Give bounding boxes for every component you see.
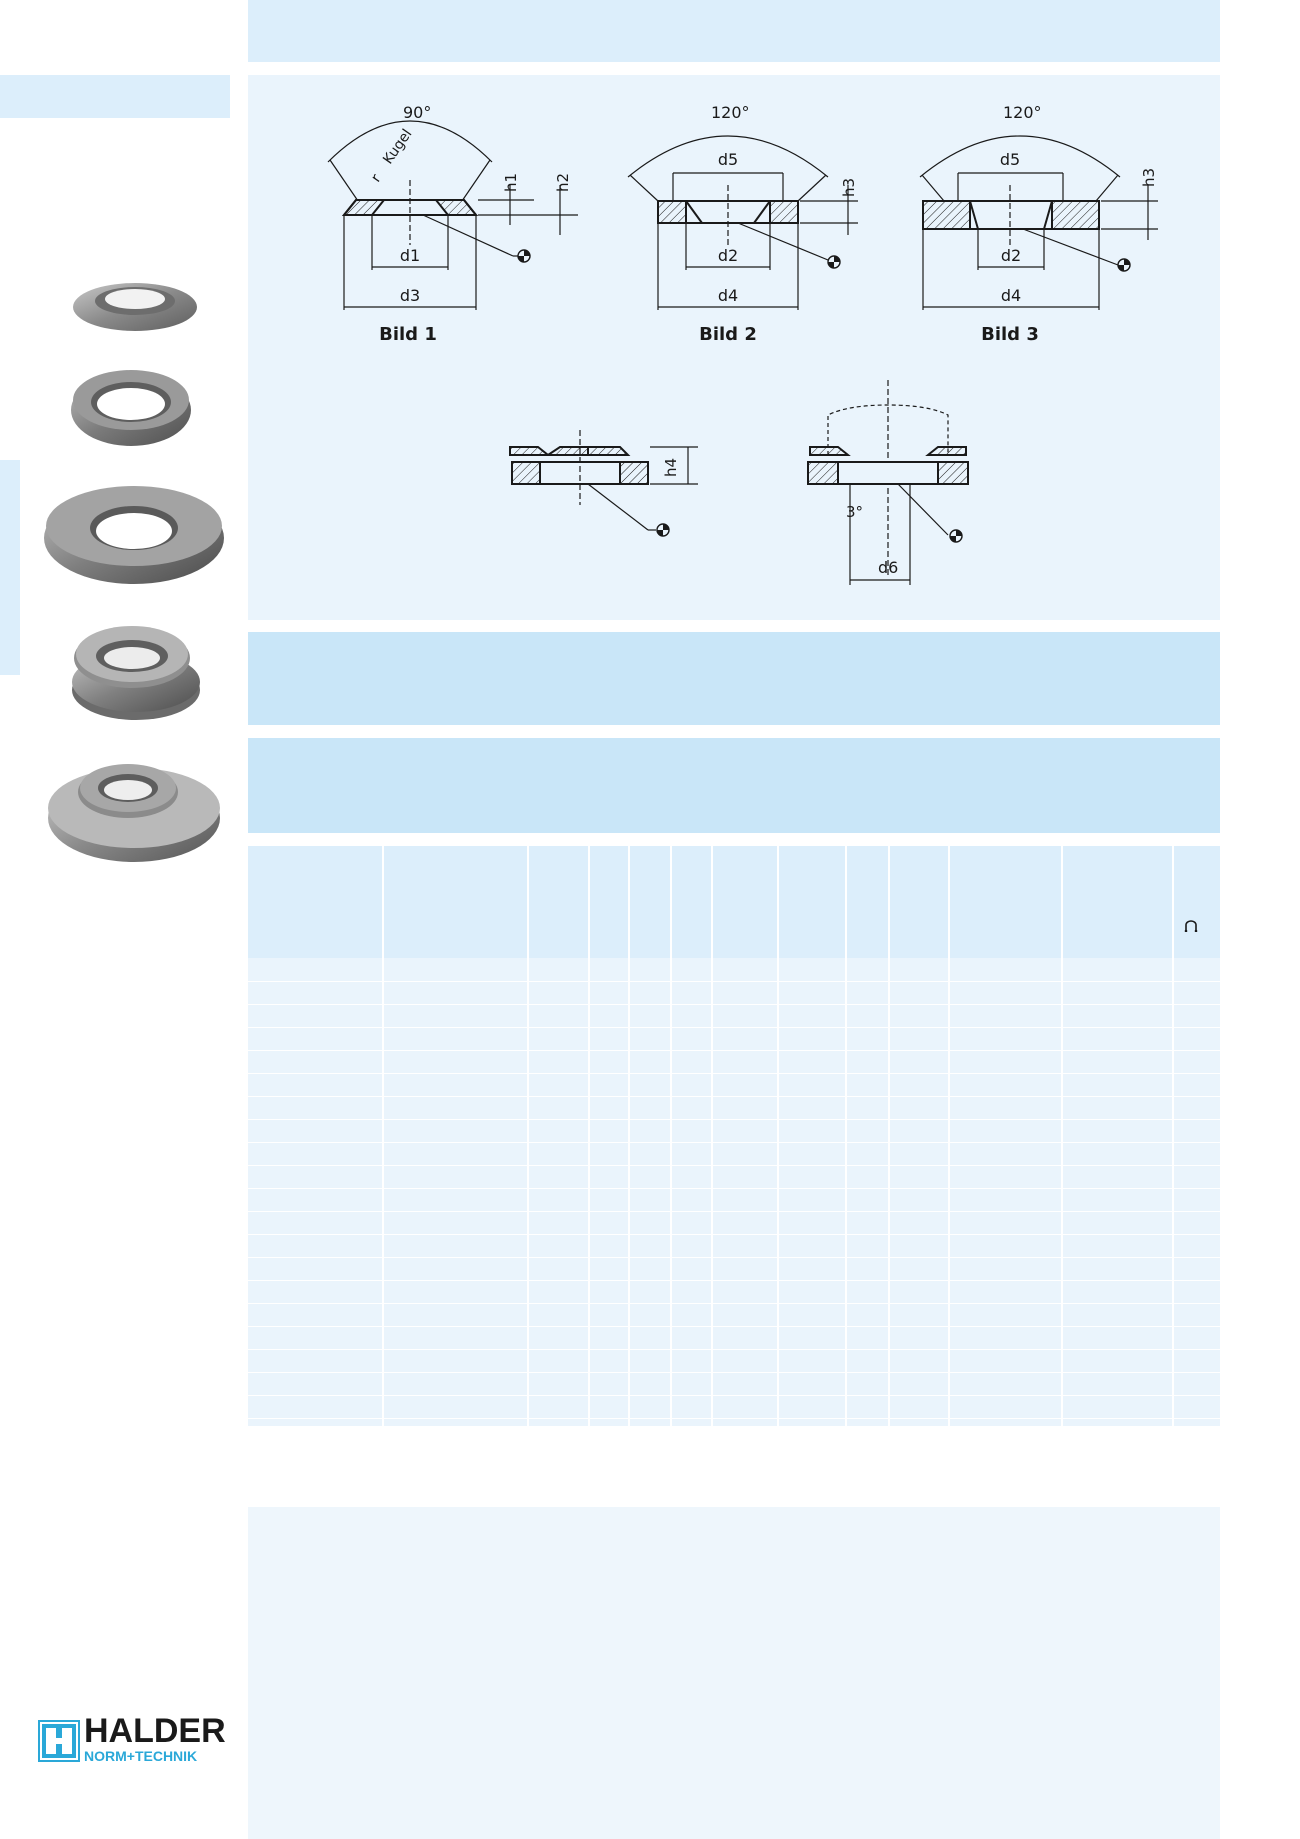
- table-row-separator: [248, 1418, 1220, 1419]
- table-column-divider: [588, 846, 590, 1426]
- product-photo-4: [68, 620, 203, 729]
- assembly-h4-label: h4: [662, 457, 680, 477]
- description-band: [248, 632, 1220, 725]
- bild2-caption: Bild 2: [699, 324, 757, 345]
- halder-logo-icon: [38, 1720, 80, 1762]
- bild2-d5-label: d5: [717, 150, 739, 169]
- table-row-separator: [248, 1395, 1220, 1396]
- dimension-table-header: [248, 846, 1220, 958]
- bild2-h3-label: h3: [840, 177, 858, 197]
- table-row-separator: [248, 981, 1220, 982]
- product-photo-1: [70, 275, 200, 339]
- assembly-d6-label: d6: [878, 558, 899, 577]
- bild3-angle: 120°: [1003, 103, 1042, 122]
- drawing-bild-3: [920, 136, 1158, 310]
- bild2-angle: 120°: [711, 103, 750, 122]
- table-column-divider: [1172, 846, 1174, 1426]
- table-row-separator: [248, 1188, 1220, 1189]
- table-row-separator: [248, 1349, 1220, 1350]
- table-column-divider: [382, 846, 384, 1426]
- table-row-separator: [248, 1280, 1220, 1281]
- material-band: [248, 738, 1220, 833]
- product-photo-5: [46, 752, 226, 871]
- notes-panel: [248, 1507, 1220, 1839]
- drawing-bild-1: [328, 121, 578, 310]
- table-row-separator: [248, 1326, 1220, 1327]
- assembly-angle-label: 3°: [846, 503, 864, 521]
- table-column-divider: [1061, 846, 1063, 1426]
- table-row-separator: [248, 1027, 1220, 1028]
- drawing-assembly-2: [808, 380, 968, 585]
- bild2-d2-label: d2: [717, 246, 739, 265]
- table-row-separator: [248, 1073, 1220, 1074]
- table-column-divider: [628, 846, 630, 1426]
- table-row-separator: [248, 1050, 1220, 1051]
- table-row-separator: [248, 1234, 1220, 1235]
- drawing-bild-2: [628, 136, 858, 310]
- left-label-band: [0, 75, 230, 118]
- bild3-d5-label: d5: [999, 150, 1021, 169]
- bild1-h1-label: h1: [502, 172, 520, 192]
- bild1-h2-label: h2: [554, 172, 572, 192]
- table-column-divider: [948, 846, 950, 1426]
- table-row-separator: [248, 1211, 1220, 1212]
- table-row-separator: [248, 1257, 1220, 1258]
- bild2-d4-label: d4: [717, 286, 739, 305]
- bild3-d2-label: d2: [1000, 246, 1022, 265]
- bild1-d3-label: d3: [399, 286, 421, 305]
- bild1-r-label: r: [368, 171, 385, 186]
- top-title-band: [248, 0, 1220, 62]
- halder-logo-tagline: NORM+TECHNIK: [84, 1748, 198, 1764]
- halder-logo-name: HALDER: [84, 1712, 226, 1750]
- table-column-divider: [670, 846, 672, 1426]
- table-row-separator: [248, 1303, 1220, 1304]
- table-row-separator: [248, 1119, 1220, 1120]
- product-photo-2: [68, 362, 198, 452]
- drawing-assembly-1: [510, 430, 698, 530]
- product-photo-3: [42, 476, 227, 590]
- bild1-caption: Bild 1: [379, 324, 437, 345]
- table-column-divider: [527, 846, 529, 1426]
- bild1-angle: 90°: [403, 103, 432, 122]
- table-column-divider: [711, 846, 713, 1426]
- table-row-separator: [248, 1096, 1220, 1097]
- bild3-d4-label: d4: [1000, 286, 1022, 305]
- bild1-kugel-label: Kugel: [380, 126, 416, 168]
- table-row-separator: [248, 1165, 1220, 1166]
- table-column-divider: [777, 846, 779, 1426]
- weight-icon: [1183, 920, 1199, 936]
- bild3-h3-label: h3: [1140, 167, 1158, 187]
- bild3-caption: Bild 3: [981, 324, 1039, 345]
- table-row-separator: [248, 1004, 1220, 1005]
- technical-drawing-panel: [248, 75, 1220, 620]
- left-side-strip: [0, 460, 20, 675]
- surface-symbol-icons: [518, 250, 1130, 542]
- table-row-separator: [248, 1372, 1220, 1373]
- bild1-d1-label: d1: [399, 246, 421, 265]
- table-row-separator: [248, 1142, 1220, 1143]
- table-column-divider: [888, 846, 890, 1426]
- table-column-divider: [845, 846, 847, 1426]
